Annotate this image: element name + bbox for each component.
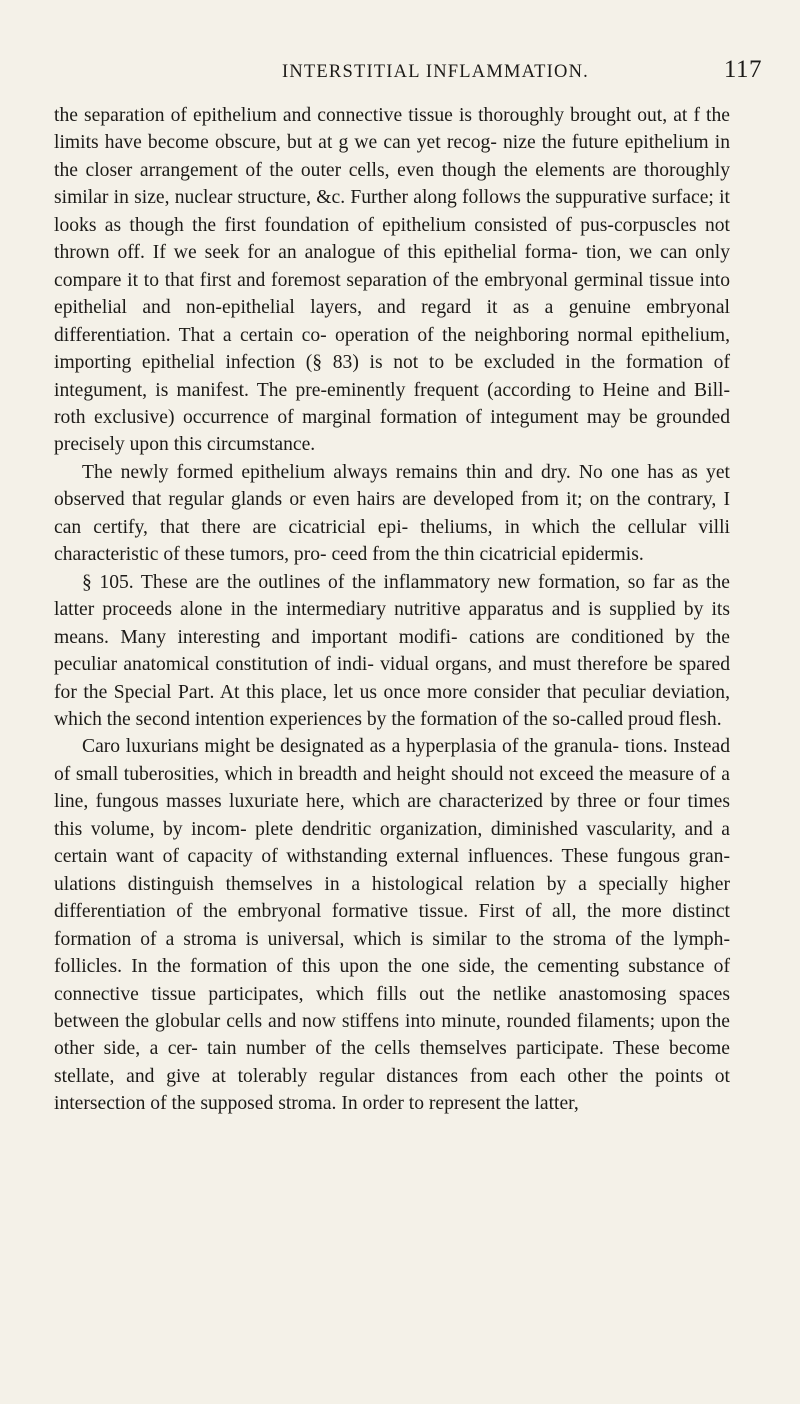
paragraph-continued: the separation of epithelium and connective tissue is thoroughly brought out, at f the limits have become obscure, but at g we can yet recog- nize the future epithelium in the closer arrangement of the outer cells, even though the elements are thoroughly similar in size, nuclear structure, &c. Further along follows the suppurative surface; it looks as though the first foundation of epithelium consisted of pus-corpuscles not thrown off. If we seek for an analogue of this epithelial forma- tion, we can only compare it to that first and foremost separation of the embryonal germinal tissue into epithelial and non-epithelial layers, and regard it as a genuine embryonal differentiation. That a certain co- operation of the neighboring normal epithelium, importing epithelial infection (§ 83) is not to be excluded in the formation of integument, is manifest. The pre-eminently frequent (according to Heine and Bill- roth exclusive) occurrence of marginal formation of integument may be grounded precisely upon this circumstance. [54,105,730,456]
paragraph-epithelium: The newly formed epithelium always remains thin and dry. No one has as yet observed that regular glands or even hairs are developed from it; on the contrary, I can certify, that there are cicatricial epi- theliums, in which the cellular villi characteristic of these tumors, pro- ceed from the thin cicatricial epidermis. [54,461,730,566]
body-text [54,102,730,1118]
paragraph-caro-luxurians: Caro luxurians might be designated as a hyperplasia of the granula- tions. Instead of small tuberosities, which in breadth and height should not exceed the measure of a line, fungous masses luxuriate here, which are characterized by three or four times this volume, by incom- plete dendritic organization, diminished vascularity, and a certain want of capacity of withstanding external influences. These fungous gran- ulations distinguish themselves in a histological relation by a specially higher differentiation of the embryonal formative tissue. First of all, the more distinct formation of a stroma is universal, which is similar to the stroma of the lymph-follicles. In the formation of this upon the one side, the cementing substance of connective tissue participates, which fills out the netlike anastomosing spaces between the globular cells and now stiffens into minute, rounded filaments; upon the other side, a cer- tain number of the cells themselves participate. These become stellate, and give at tolerably regular distances from each other the points ot intersection of the supposed stroma. In order to represent the latter, [54,736,730,1115]
running-head [54,56,762,90]
paragraph-section-105: § 105. These are the outlines of the inflammatory new formation, so far as the latter proceeds alone in the intermediary nutritive apparatus and is supplied by its means. Many interesting and important modifi- cations are conditioned by the peculiar anatomical constitution of indi- vidual organs, and must therefore be spared for the Special Part. At this place, let us once more consider that peculiar deviation, which the second intention experiences by the formation of the so-called proud flesh. [54,571,730,730]
page-number: 117 [723,56,762,83]
running-title: INTERSTITIAL INFLAMMATION. [282,62,589,82]
